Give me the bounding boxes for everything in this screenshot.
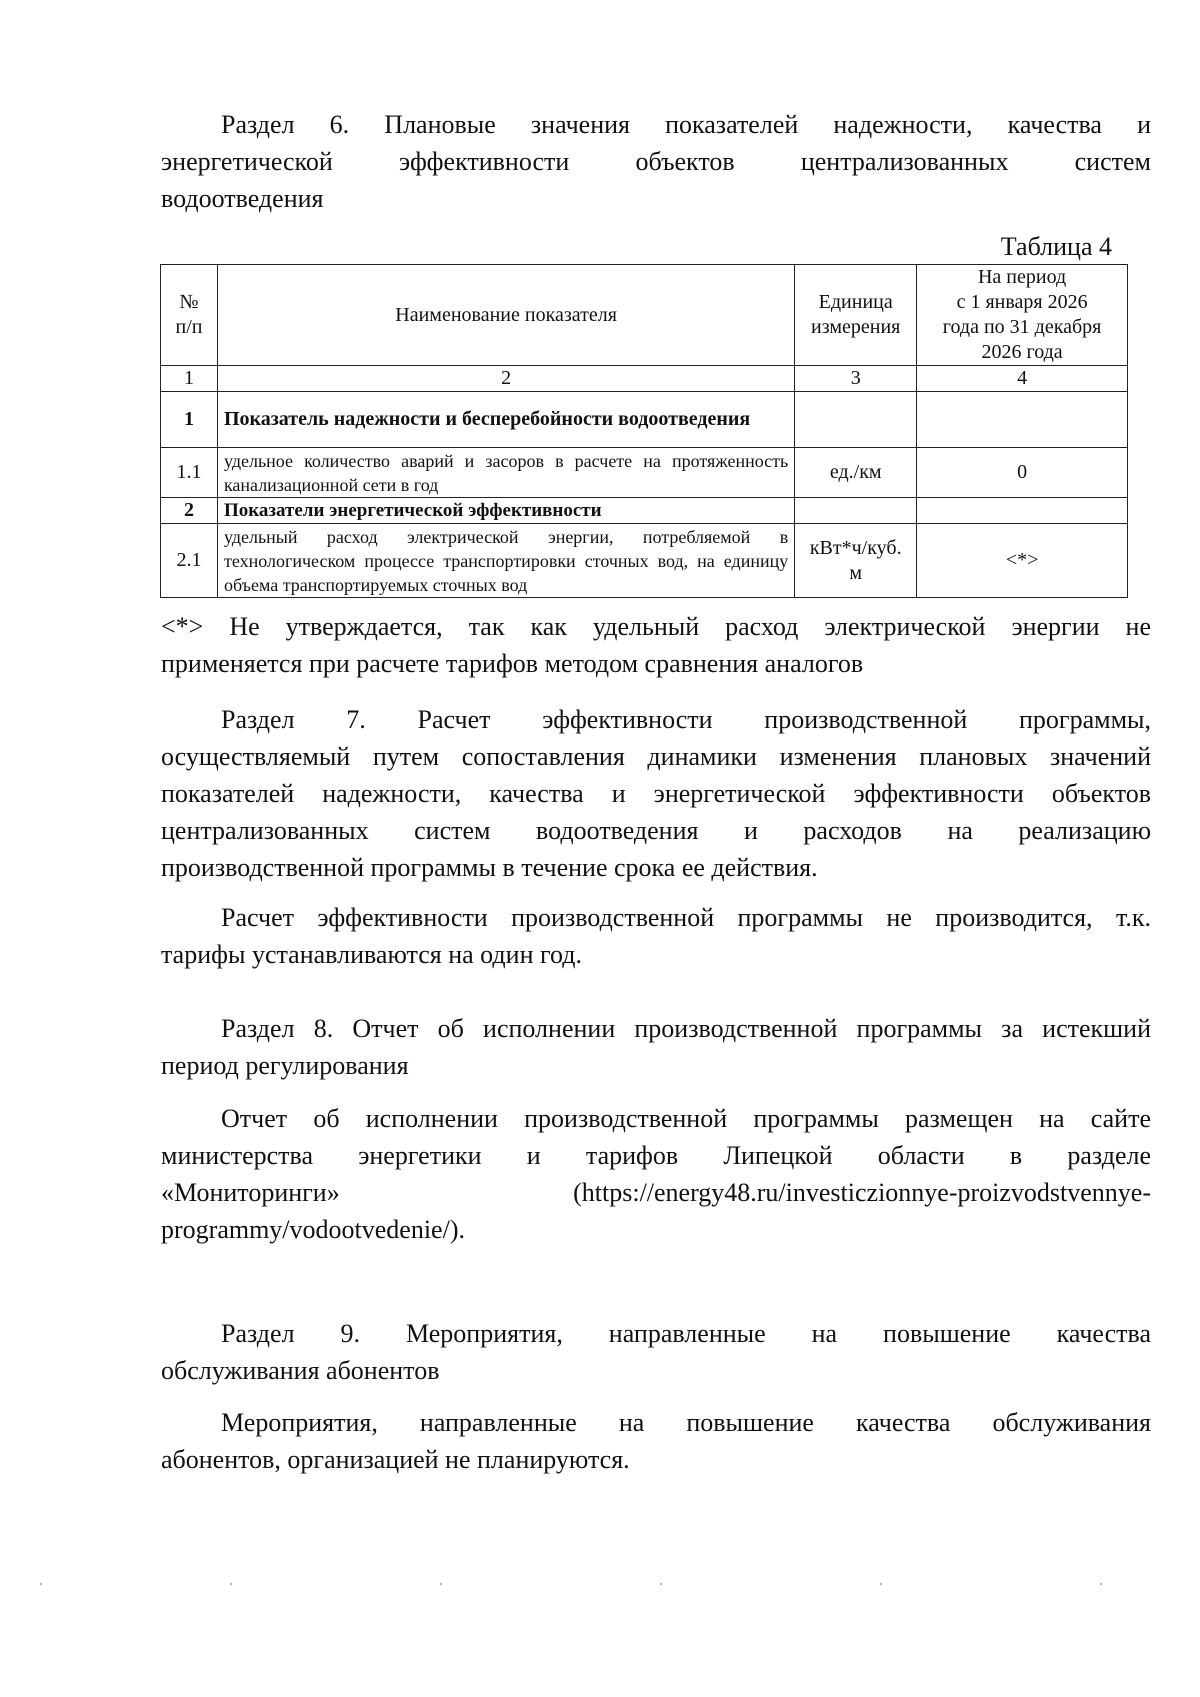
section-7-body — [161, 899, 1151, 973]
row-value: <*> — [917, 524, 1128, 598]
table-caption: Таблица 4 — [1000, 232, 1112, 261]
section-9-body — [161, 1404, 1151, 1478]
table-row — [161, 392, 1128, 448]
row-num: 1.1 — [161, 448, 218, 498]
header-name: Наименование показателя — [217, 265, 794, 366]
section-6-line-3: водоотведения — [161, 184, 324, 213]
scan-dots — [40, 1583, 1160, 1585]
section-8-body — [161, 1100, 1151, 1248]
section-9-line-1: Раздел 9. Мероприятия, направленные на повышение качества — [221, 1319, 1151, 1348]
row-name: Показатели энергетической эффективности — [217, 498, 794, 524]
table-row — [161, 448, 1128, 498]
row-name: удельное количество аварий и засоров в расчете на протяженность канализационной сети в год — [217, 448, 794, 498]
section-9-heading — [161, 1315, 1151, 1389]
row-name: удельный расход электрической энергии, потребляемой в технологическом процессе транспортировки сточных вод, на единицу объема транспортируемых сточных вод — [217, 524, 794, 598]
col-number: 4 — [917, 366, 1128, 392]
row-unit — [795, 498, 917, 524]
section-8-line-2: период регулирования — [161, 1051, 409, 1080]
footnote-line-2: применяется при расчете тарифов методом сравнения аналогов — [161, 649, 864, 678]
section-7-line-1: Раздел 7. Расчет эффективности производственной программы, — [221, 705, 1151, 734]
row-unit: кВт*ч/куб. м — [795, 524, 917, 598]
section-6-heading — [161, 106, 1151, 217]
indicators-table — [160, 264, 1128, 598]
section-7-line-5: производственной программы в течение срока ее действия. — [161, 853, 818, 882]
row-value — [917, 392, 1128, 448]
section-7-body-line-2: тарифы устанавливаются на один год. — [161, 940, 582, 969]
section-9-body-line-2: абонентов, организацией не планируются. — [161, 1445, 630, 1474]
footnote-line-1: <*> Не утверждается, так как удельный расход электрической энергии не — [161, 612, 1151, 641]
table-header-row — [161, 265, 1128, 366]
section-7-body-line-1: Расчет эффективности производственной программы не производится, т.к. — [221, 903, 1151, 932]
section-8-body-line-4: programmy/vodootvedenie/). — [161, 1215, 465, 1244]
row-num: 2 — [161, 498, 218, 524]
header-unit-line-1: Единица — [818, 291, 893, 313]
section-6-line-2: энергетической эффективности объектов централизованных систем — [161, 147, 1151, 176]
table-footnote — [161, 608, 1151, 682]
section-7-line-4: централизованных систем водоотведения и расходов на реализацию — [161, 816, 1151, 845]
row-num: 2.1 — [161, 524, 218, 598]
col-number: 2 — [217, 366, 794, 392]
header-period-line-3: года по 31 декабря — [942, 316, 1102, 338]
table-row — [161, 498, 1128, 524]
header-period-line-1: На период — [977, 266, 1067, 288]
section-8-body-line-3: «Мониторинги» (https://energy48.ru/investiczionnye-proizvodstvennye- — [161, 1178, 1151, 1207]
row-unit — [795, 392, 917, 448]
section-7-line-2: осуществляемый путем сопоставления динамики изменения плановых значений — [161, 742, 1151, 771]
table-row — [161, 524, 1128, 598]
header-num-line-1: № — [179, 291, 199, 313]
section-6-line-1: Раздел 6. Плановые значения показателей надежности, качества и — [221, 110, 1151, 139]
row-num: 1 — [161, 392, 218, 448]
header-num-line-2: п/п — [175, 316, 203, 338]
col-number: 3 — [795, 366, 917, 392]
header-period-line-2: с 1 января 2026 — [956, 291, 1088, 313]
row-value: 0 — [917, 448, 1128, 498]
col-number: 1 — [161, 366, 218, 392]
section-7-heading — [161, 701, 1151, 886]
section-8-body-line-2: министерства энергетики и тарифов Липецкой области в разделе — [161, 1141, 1151, 1170]
header-unit — [795, 265, 917, 366]
header-period-line-4: 2026 года — [981, 341, 1063, 363]
row-value — [917, 498, 1128, 524]
header-unit-line-2: измерения — [811, 316, 901, 338]
section-8-body-line-1: Отчет об исполнении производственной программы размещен на сайте — [221, 1104, 1151, 1133]
table-column-numbers-row — [161, 366, 1128, 392]
header-num — [161, 265, 218, 366]
row-unit: ед./км — [795, 448, 917, 498]
section-8-line-1: Раздел 8. Отчет об исполнении производственной программы за истекший — [221, 1014, 1151, 1043]
section-7-line-3: показателей надежности, качества и энергетической эффективности объектов — [161, 779, 1151, 808]
section-9-body-line-1: Мероприятия, направленные на повышение качества обслуживания — [221, 1408, 1151, 1437]
section-9-line-2: обслуживания абонентов — [161, 1356, 440, 1385]
section-8-heading — [161, 1010, 1151, 1084]
header-period — [917, 265, 1128, 366]
row-name: Показатель надежности и бесперебойности водоотведения — [217, 392, 794, 448]
